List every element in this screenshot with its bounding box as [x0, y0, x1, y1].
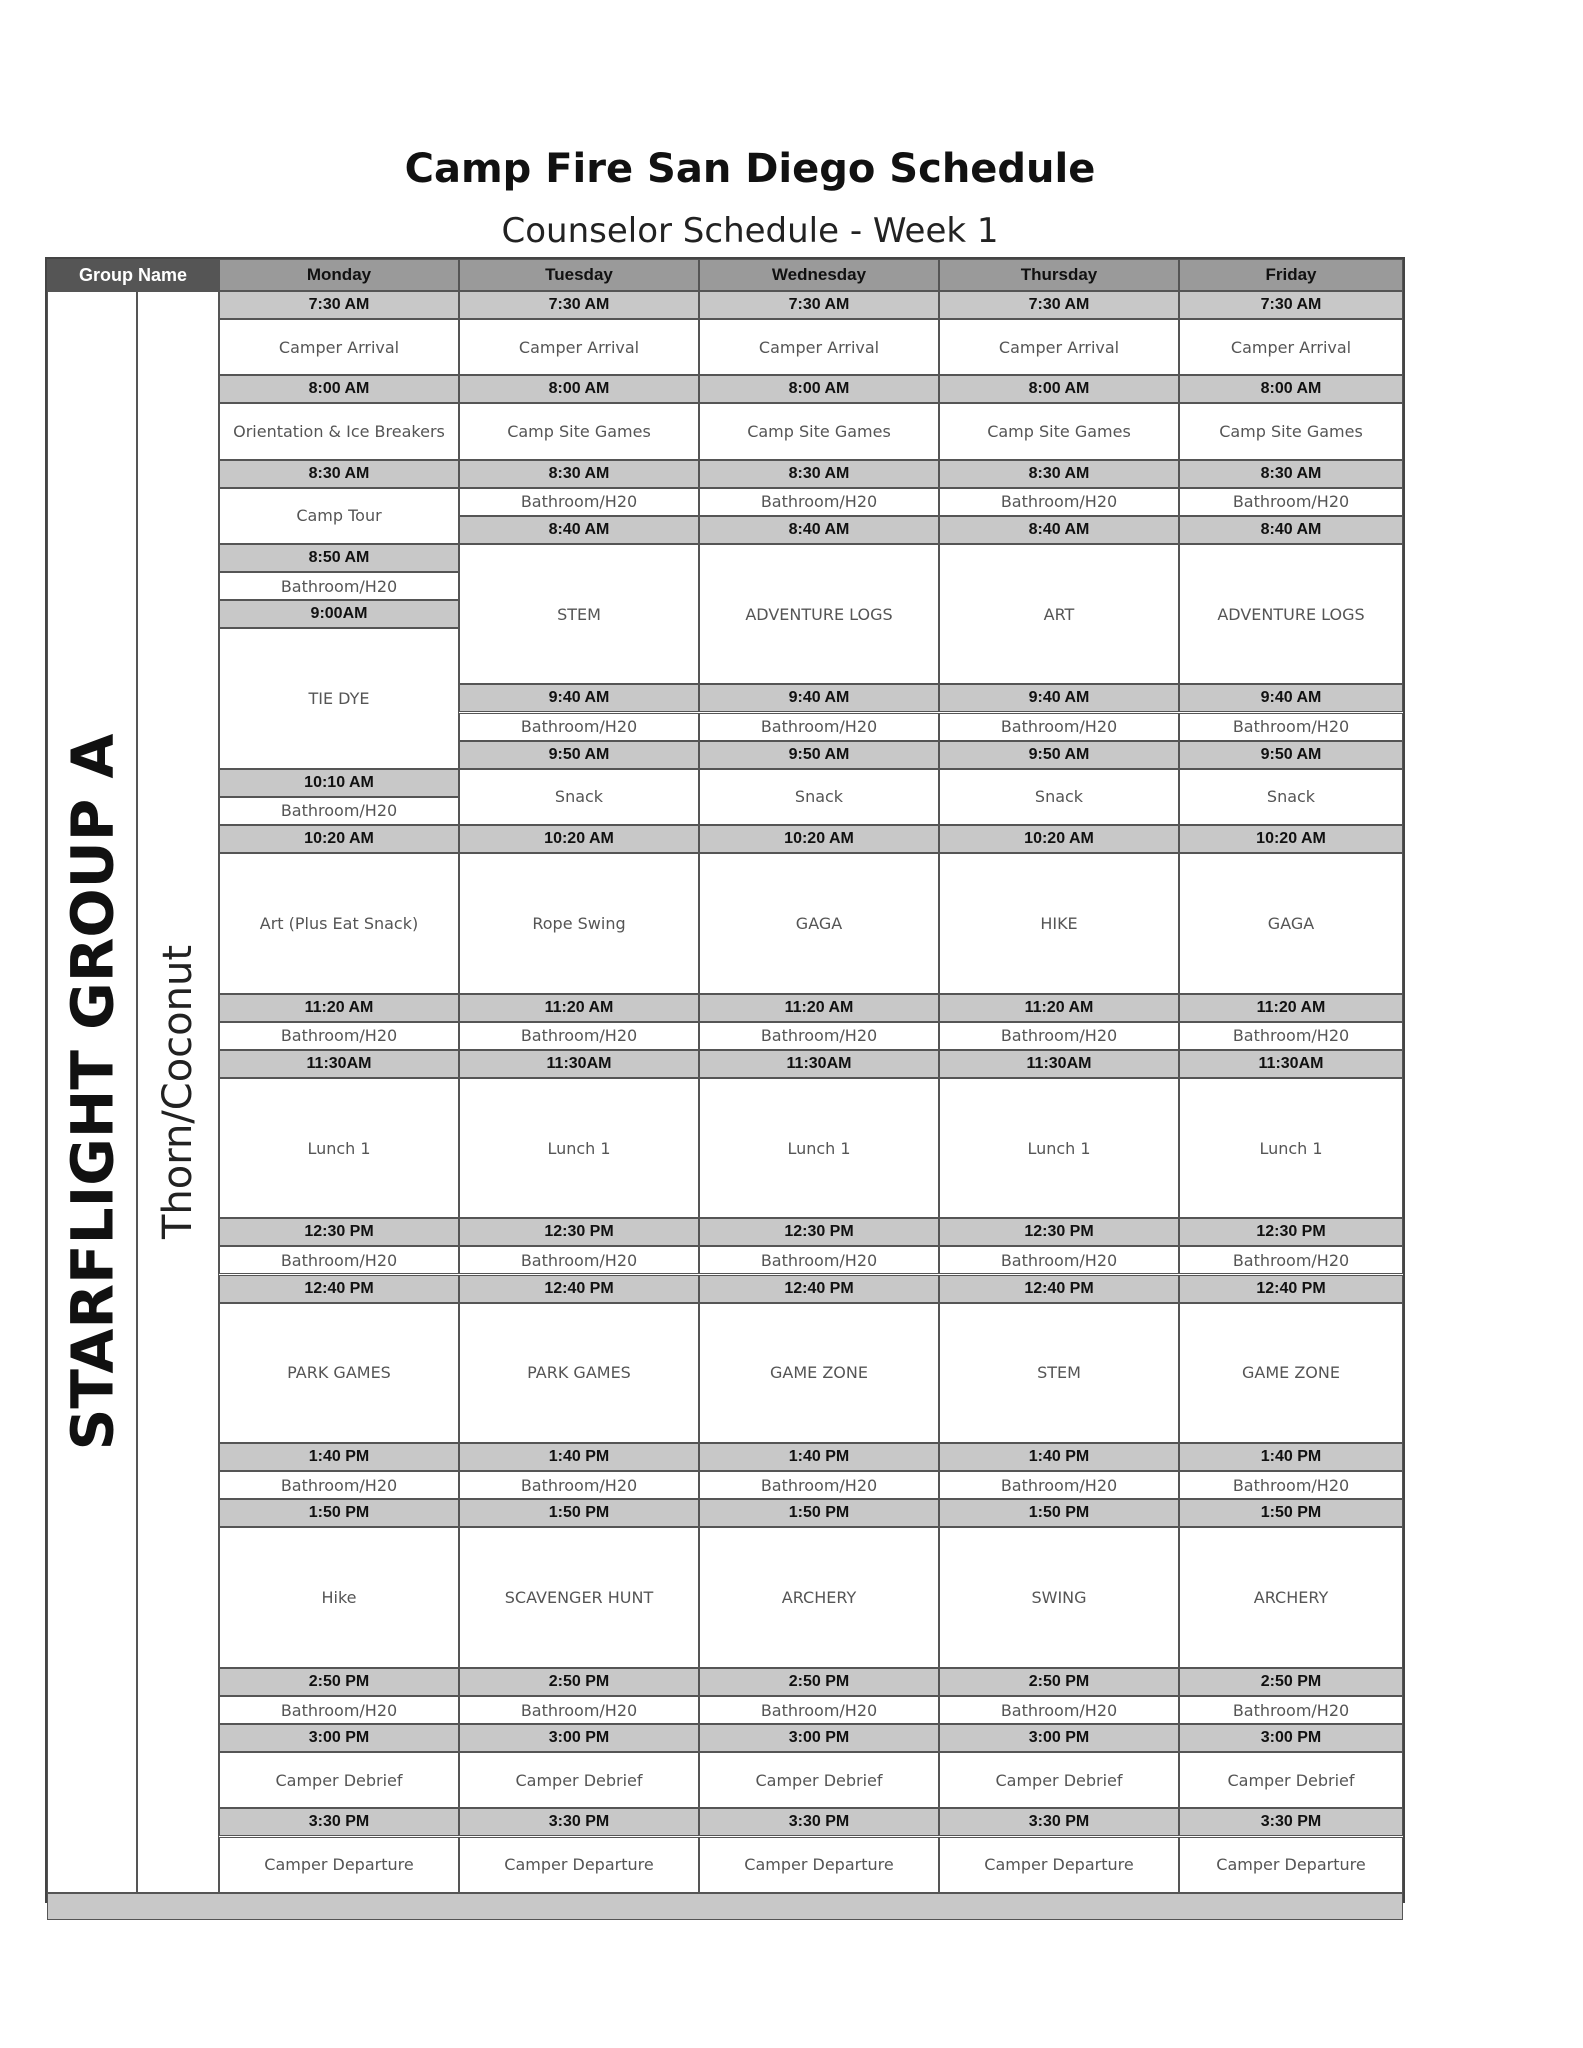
- tuesday-time-slot: 11:20 AM: [459, 994, 699, 1022]
- day-header-monday: Monday: [219, 259, 459, 291]
- tuesday-time-slot: 3:30 PM: [459, 1808, 699, 1836]
- wednesday-time-slot: 2:50 PM: [699, 1668, 939, 1696]
- page-subtitle: Counselor Schedule - Week 1: [501, 211, 999, 251]
- thursday-activity: STEM: [939, 1303, 1179, 1444]
- monday-time-slot: 11:30AM: [219, 1050, 459, 1078]
- tuesday-time-slot: 2:50 PM: [459, 1668, 699, 1696]
- day-header-thursday: Thursday: [939, 259, 1179, 291]
- thursday-activity: Bathroom/H20: [939, 1471, 1179, 1499]
- thursday-time-slot: 8:00 AM: [939, 375, 1179, 403]
- wednesday-activity: Snack: [699, 769, 939, 825]
- tuesday-activity: Bathroom/H20: [459, 1471, 699, 1499]
- wednesday-time-slot: 9:40 AM: [699, 684, 939, 712]
- friday-activity: Lunch 1: [1179, 1078, 1403, 1219]
- wednesday-time-slot: 8:00 AM: [699, 375, 939, 403]
- thursday-time-slot: 9:40 AM: [939, 684, 1179, 712]
- thursday-time-slot: 1:50 PM: [939, 1499, 1179, 1527]
- friday-activity: Bathroom/H20: [1179, 1696, 1403, 1724]
- wednesday-activity: Bathroom/H20: [699, 1246, 939, 1274]
- wednesday-activity: Bathroom/H20: [699, 1022, 939, 1050]
- wednesday-time-slot: 7:30 AM: [699, 291, 939, 319]
- monday-activity: PARK GAMES: [219, 1303, 459, 1444]
- monday-time-slot: 1:50 PM: [219, 1499, 459, 1527]
- wednesday-activity: Camp Site Games: [699, 403, 939, 459]
- thursday-time-slot: 11:20 AM: [939, 994, 1179, 1022]
- wednesday-activity: ARCHERY: [699, 1527, 939, 1668]
- tuesday-activity: Bathroom/H20: [459, 1696, 699, 1724]
- tuesday-time-slot: 1:40 PM: [459, 1443, 699, 1471]
- tuesday-activity: Camp Site Games: [459, 403, 699, 459]
- wednesday-activity: GAGA: [699, 853, 939, 994]
- tuesday-time-slot: 1:50 PM: [459, 1499, 699, 1527]
- thursday-activity: Snack: [939, 769, 1179, 825]
- tuesday-activity: PARK GAMES: [459, 1303, 699, 1444]
- monday-activity: Bathroom/H20: [219, 1696, 459, 1724]
- friday-time-slot: 11:20 AM: [1179, 994, 1403, 1022]
- friday-activity: Bathroom/H20: [1179, 1246, 1403, 1274]
- friday-activity: Camper Debrief: [1179, 1752, 1403, 1808]
- thursday-activity: SWING: [939, 1527, 1179, 1668]
- monday-time-slot: 8:00 AM: [219, 375, 459, 403]
- tuesday-activity: Bathroom/H20: [459, 1022, 699, 1050]
- wednesday-activity: Bathroom/H20: [699, 1471, 939, 1499]
- wednesday-time-slot: 10:20 AM: [699, 825, 939, 853]
- friday-time-slot: 7:30 AM: [1179, 291, 1403, 319]
- friday-time-slot: 3:00 PM: [1179, 1724, 1403, 1752]
- monday-time-slot: 8:50 AM: [219, 544, 459, 572]
- friday-time-slot: 9:50 AM: [1179, 741, 1403, 769]
- wednesday-time-slot: 8:40 AM: [699, 516, 939, 544]
- schedule-table: [45, 257, 1405, 1903]
- friday-activity: GAGA: [1179, 853, 1403, 994]
- friday-time-slot: 2:50 PM: [1179, 1668, 1403, 1696]
- monday-time-slot: 7:30 AM: [219, 291, 459, 319]
- wednesday-activity: Camper Departure: [699, 1837, 939, 1893]
- wednesday-activity: Bathroom/H20: [699, 713, 939, 741]
- friday-time-slot: 9:40 AM: [1179, 684, 1403, 712]
- day-header-tuesday: Tuesday: [459, 259, 699, 291]
- tuesday-time-slot: 8:30 AM: [459, 460, 699, 488]
- friday-activity: Camp Site Games: [1179, 403, 1403, 459]
- friday-activity: GAME ZONE: [1179, 1303, 1403, 1444]
- monday-time-slot: 1:40 PM: [219, 1443, 459, 1471]
- thursday-time-slot: 2:50 PM: [939, 1668, 1179, 1696]
- thursday-time-slot: 12:40 PM: [939, 1275, 1179, 1303]
- wednesday-time-slot: 3:00 PM: [699, 1724, 939, 1752]
- monday-time-slot: 12:40 PM: [219, 1275, 459, 1303]
- tuesday-time-slot: 7:30 AM: [459, 291, 699, 319]
- monday-activity: Bathroom/H20: [219, 572, 459, 600]
- thursday-time-slot: 3:30 PM: [939, 1808, 1179, 1836]
- thursday-activity: Camper Debrief: [939, 1752, 1179, 1808]
- wednesday-time-slot: 12:30 PM: [699, 1218, 939, 1246]
- wednesday-time-slot: 12:40 PM: [699, 1275, 939, 1303]
- monday-activity: Bathroom/H20: [219, 1022, 459, 1050]
- group-label-column: [47, 291, 137, 1893]
- friday-activity: ARCHERY: [1179, 1527, 1403, 1668]
- wednesday-time-slot: 3:30 PM: [699, 1808, 939, 1836]
- thursday-activity: ART: [939, 544, 1179, 685]
- group-name: STARFLIGHT GROUP A: [58, 733, 127, 1451]
- wednesday-activity: Bathroom/H20: [699, 488, 939, 516]
- tuesday-time-slot: 9:50 AM: [459, 741, 699, 769]
- monday-time-slot: 9:00AM: [219, 600, 459, 628]
- thursday-activity: Camper Departure: [939, 1837, 1179, 1893]
- friday-time-slot: 8:00 AM: [1179, 375, 1403, 403]
- day-header-friday: Friday: [1179, 259, 1403, 291]
- subgroup-name: Thorn/Coconut: [155, 944, 201, 1239]
- thursday-time-slot: 9:50 AM: [939, 741, 1179, 769]
- wednesday-time-slot: 1:40 PM: [699, 1443, 939, 1471]
- wednesday-activity: Camper Arrival: [699, 319, 939, 375]
- friday-activity: Camper Departure: [1179, 1837, 1403, 1893]
- thursday-activity: Bathroom/H20: [939, 488, 1179, 516]
- tuesday-activity: Bathroom/H20: [459, 1246, 699, 1274]
- monday-activity: Camper Arrival: [219, 319, 459, 375]
- friday-time-slot: 8:30 AM: [1179, 460, 1403, 488]
- monday-activity: Bathroom/H20: [219, 1471, 459, 1499]
- tuesday-activity: Bathroom/H20: [459, 713, 699, 741]
- friday-time-slot: 3:30 PM: [1179, 1808, 1403, 1836]
- wednesday-activity: ADVENTURE LOGS: [699, 544, 939, 685]
- tuesday-activity: SCAVENGER HUNT: [459, 1527, 699, 1668]
- friday-time-slot: 12:40 PM: [1179, 1275, 1403, 1303]
- monday-time-slot: 10:20 AM: [219, 825, 459, 853]
- monday-activity: Camper Departure: [219, 1837, 459, 1893]
- thursday-time-slot: 8:40 AM: [939, 516, 1179, 544]
- tuesday-activity: Camper Departure: [459, 1837, 699, 1893]
- monday-time-slot: 8:30 AM: [219, 460, 459, 488]
- thursday-activity: Bathroom/H20: [939, 1696, 1179, 1724]
- wednesday-time-slot: 11:20 AM: [699, 994, 939, 1022]
- thursday-activity: Bathroom/H20: [939, 713, 1179, 741]
- tuesday-time-slot: 11:30AM: [459, 1050, 699, 1078]
- friday-activity: Bathroom/H20: [1179, 1471, 1403, 1499]
- thursday-time-slot: 10:20 AM: [939, 825, 1179, 853]
- friday-time-slot: 8:40 AM: [1179, 516, 1403, 544]
- friday-activity: Bathroom/H20: [1179, 488, 1403, 516]
- monday-activity: Lunch 1: [219, 1078, 459, 1219]
- wednesday-time-slot: 1:50 PM: [699, 1499, 939, 1527]
- thursday-activity: HIKE: [939, 853, 1179, 994]
- monday-activity: Art (Plus Eat Snack): [219, 853, 459, 994]
- tuesday-time-slot: 10:20 AM: [459, 825, 699, 853]
- monday-activity: Orientation & Ice Breakers: [219, 403, 459, 459]
- friday-time-slot: 1:40 PM: [1179, 1443, 1403, 1471]
- tuesday-activity: Bathroom/H20: [459, 488, 699, 516]
- tuesday-time-slot: 12:30 PM: [459, 1218, 699, 1246]
- friday-activity: ADVENTURE LOGS: [1179, 544, 1403, 685]
- friday-time-slot: 10:20 AM: [1179, 825, 1403, 853]
- tuesday-activity: Lunch 1: [459, 1078, 699, 1219]
- tuesday-activity: Rope Swing: [459, 853, 699, 994]
- thursday-activity: Bathroom/H20: [939, 1246, 1179, 1274]
- thursday-activity: Camp Site Games: [939, 403, 1179, 459]
- monday-activity: Camp Tour: [219, 488, 459, 544]
- friday-time-slot: 1:50 PM: [1179, 1499, 1403, 1527]
- thursday-time-slot: 7:30 AM: [939, 291, 1179, 319]
- wednesday-activity: Lunch 1: [699, 1078, 939, 1219]
- friday-time-slot: 12:30 PM: [1179, 1218, 1403, 1246]
- monday-time-slot: 11:20 AM: [219, 994, 459, 1022]
- monday-activity: Hike: [219, 1527, 459, 1668]
- monday-activity: Camper Debrief: [219, 1752, 459, 1808]
- thursday-activity: Bathroom/H20: [939, 1022, 1179, 1050]
- wednesday-time-slot: 11:30AM: [699, 1050, 939, 1078]
- subgroup-label-column: [137, 291, 219, 1893]
- wednesday-activity: GAME ZONE: [699, 1303, 939, 1444]
- monday-time-slot: 12:30 PM: [219, 1218, 459, 1246]
- tuesday-activity: Camper Debrief: [459, 1752, 699, 1808]
- wednesday-activity: Bathroom/H20: [699, 1696, 939, 1724]
- day-header-wednesday: Wednesday: [699, 259, 939, 291]
- monday-time-slot: 10:10 AM: [219, 769, 459, 797]
- tuesday-time-slot: 8:00 AM: [459, 375, 699, 403]
- thursday-time-slot: 8:30 AM: [939, 460, 1179, 488]
- group-name-header: Group Name: [47, 259, 219, 291]
- thursday-time-slot: 12:30 PM: [939, 1218, 1179, 1246]
- monday-activity: Bathroom/H20: [219, 1246, 459, 1274]
- monday-time-slot: 3:30 PM: [219, 1808, 459, 1836]
- friday-time-slot: 11:30AM: [1179, 1050, 1403, 1078]
- friday-activity: Snack: [1179, 769, 1403, 825]
- thursday-time-slot: 11:30AM: [939, 1050, 1179, 1078]
- friday-activity: Camper Arrival: [1179, 319, 1403, 375]
- tuesday-time-slot: 3:00 PM: [459, 1724, 699, 1752]
- tuesday-time-slot: 9:40 AM: [459, 684, 699, 712]
- thursday-time-slot: 3:00 PM: [939, 1724, 1179, 1752]
- tuesday-time-slot: 8:40 AM: [459, 516, 699, 544]
- monday-activity: TIE DYE: [219, 628, 459, 769]
- wednesday-time-slot: 8:30 AM: [699, 460, 939, 488]
- tuesday-activity: Snack: [459, 769, 699, 825]
- thursday-activity: Camper Arrival: [939, 319, 1179, 375]
- wednesday-time-slot: 9:50 AM: [699, 741, 939, 769]
- thursday-time-slot: 1:40 PM: [939, 1443, 1179, 1471]
- tuesday-activity: STEM: [459, 544, 699, 685]
- tuesday-time-slot: 12:40 PM: [459, 1275, 699, 1303]
- page-title: Camp Fire San Diego Schedule: [404, 146, 1096, 192]
- friday-activity: Bathroom/H20: [1179, 713, 1403, 741]
- monday-time-slot: 3:00 PM: [219, 1724, 459, 1752]
- thursday-activity: Lunch 1: [939, 1078, 1179, 1219]
- friday-activity: Bathroom/H20: [1179, 1022, 1403, 1050]
- monday-activity: Bathroom/H20: [219, 797, 459, 825]
- tuesday-activity: Camper Arrival: [459, 319, 699, 375]
- wednesday-activity: Camper Debrief: [699, 1752, 939, 1808]
- monday-time-slot: 2:50 PM: [219, 1668, 459, 1696]
- table-footer-bar: [47, 1893, 1403, 1920]
